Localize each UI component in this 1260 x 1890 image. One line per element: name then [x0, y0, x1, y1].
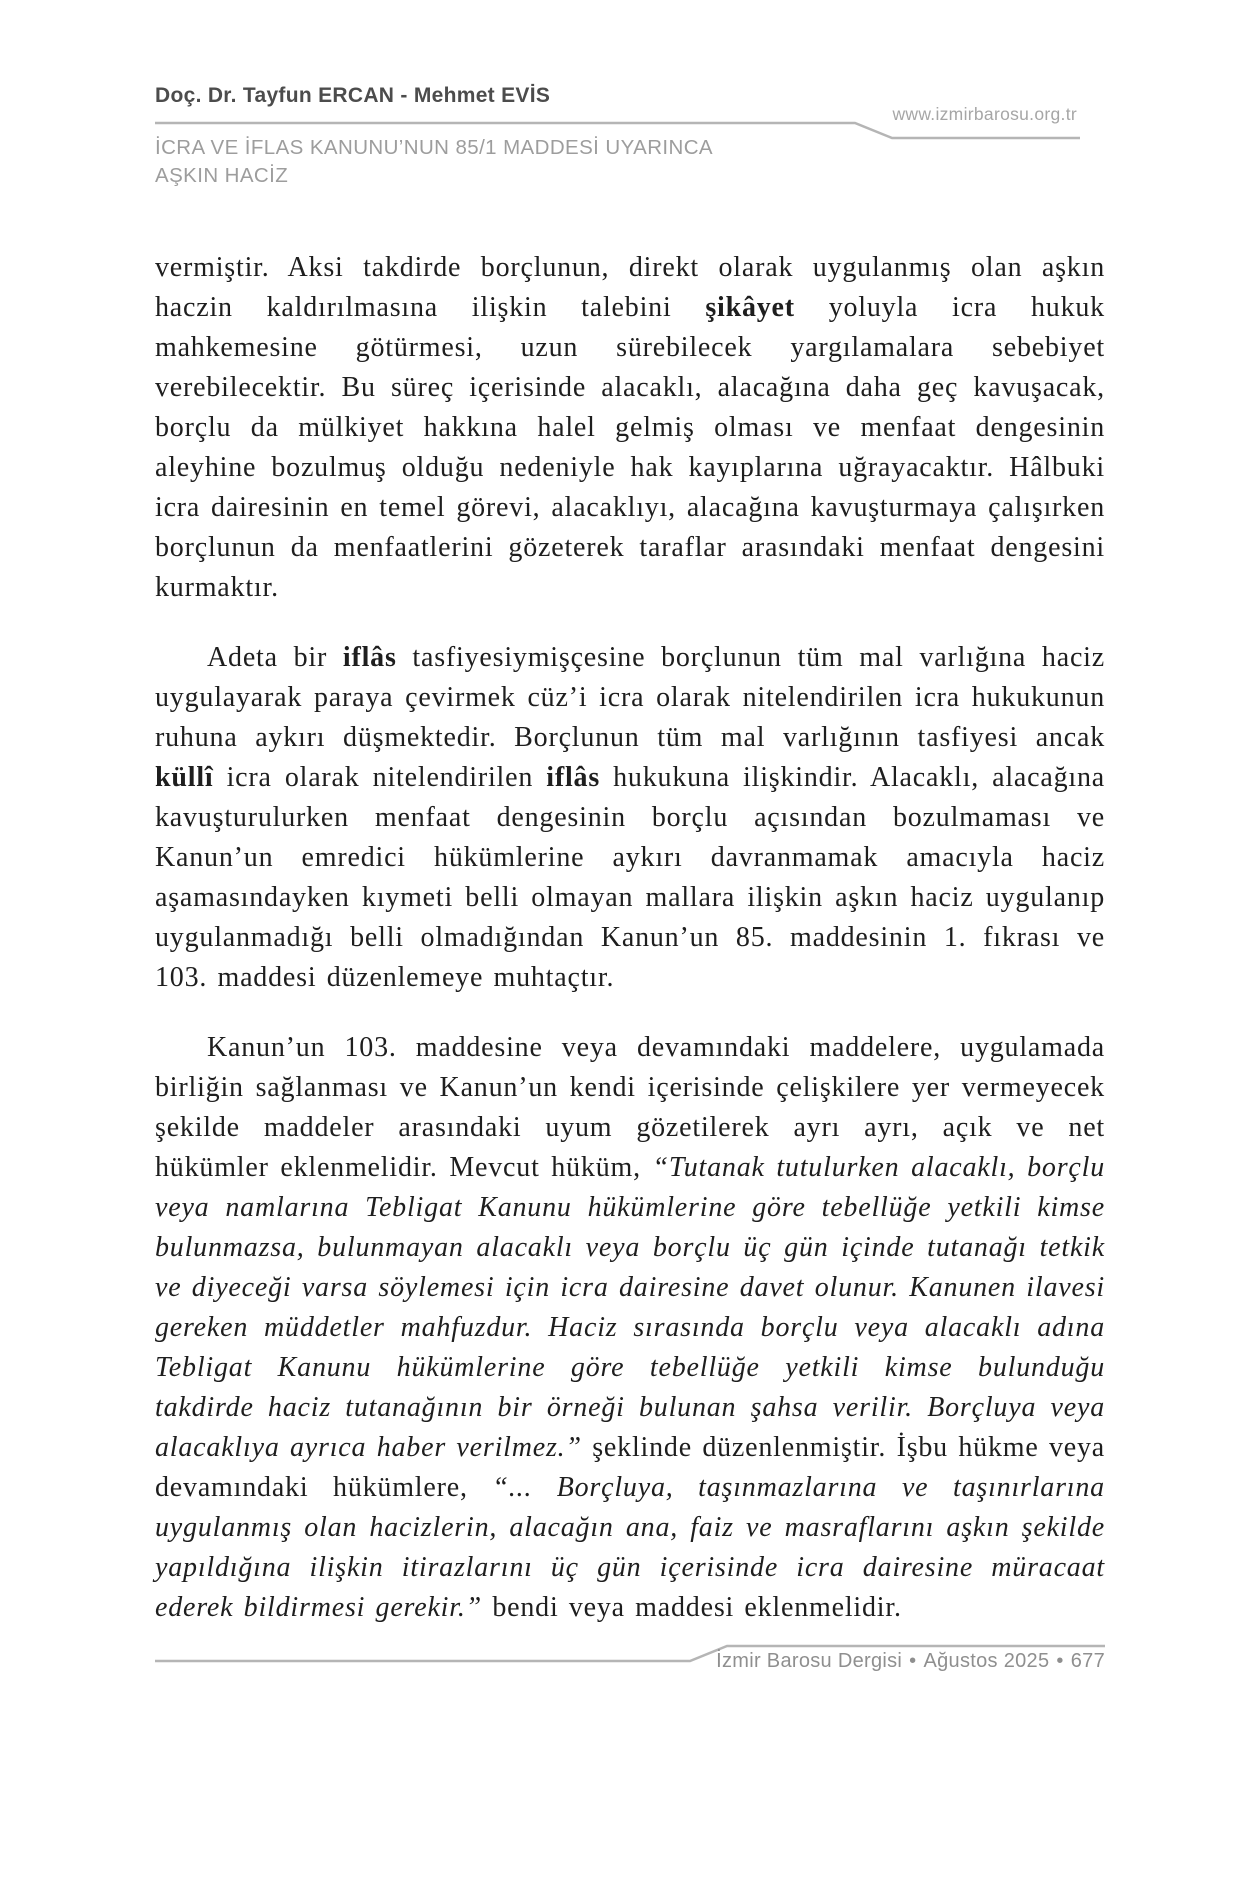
footer-line	[155, 1650, 1105, 1673]
article-body	[155, 248, 1105, 1658]
journal-name: İzmir Barosu Dergisi	[716, 1650, 903, 1672]
article-title-line1: İCRA VE İFLAS KANUNU’NUN 85/1 MADDESİ UYARINCA	[155, 136, 713, 159]
paragraph-3: Kanun’un 103. maddesine veya devamındaki maddelere, uygulamada birliğin sağlanması ve Kanun’un kendi içerisinde çelişkilere yer vermeyecek şekilde maddeler arasındaki uyum gözetilerek ayrı ayrı, açık ve net hükümler eklenmelidir. Mevcut hüküm, “Tutanak tutulurken alacaklı, borçlu veya namlarına Tebligat Kanunu hükümlerine göre tebellüğe yetkili kimse bulunmazsa, bulunmayan alacaklı veya borçlu üç gün içinde tutanağı tetkik ve diyeceği varsa söylemesi için icra dairesine davet olunur. Kanunen ilavesi gereken müddetler mahfuzdur. Haciz sırasında borçlu veya alacaklı adına Tebligat Kanunu hükümlerine göre tebellüğe yetkili kimse bulunduğu takdirde haciz tutanağının bir örneği bulunan şahsa verilir. Borçluya veya alacaklıya ayrıca haber verilmez.” şeklinde düzenlenmiştir. İşbu hükme veya devamındaki hükümlere, “... Borçluya, taşınmazlarına ve taşınırlarına uygulanmış olan hacizlerin, alacağın ana, faiz ve masraflarını aşkın şekilde yapıldığına ilişkin itirazlarını üç gün içerisinde icra dairesine müracaat ederek bildirmesi gerekir.” bendi veya maddesi eklenmelidir.	[155, 1032, 1106, 1623]
article-title	[155, 134, 915, 190]
authors-line: Doç. Dr. Tayfun ERCAN - Mehmet EVİS	[155, 84, 551, 107]
paragraph-2: Adeta bir iflâs tasfiyesiymişçesine borçlunun tüm mal varlığına haciz uygulayarak paraya çevirmek cüz’i icra olarak nitelendirilen icra hukukunun ruhuna aykırı düşmektedir. Borçlunun tüm mal varlığının tasfiyesi ancak küllî icra olarak nitelendirilen iflâs hukukuna ilişkindir. Alacaklı, alacağına kavuşturulurken menfaat dengesinin borçlu açısından bozulmaması ve Kanun’un emredici hükümlerine aykırı davranmamak amacıyla haciz aşamasındayken kıymeti belli olmayan mallara ilişkin aşkın haciz uygulanıp uygulanmadığı belli olmadığından Kanun’un 85. maddesinin 1. fıkrası ve 103. maddesi düzenlemeye muhtaçtır.	[155, 642, 1105, 993]
footer-separator: •	[1056, 1650, 1064, 1672]
website-url: www.izmirbarosu.org.tr	[892, 104, 1077, 124]
page-number: 677	[1070, 1650, 1105, 1672]
issue-date: Ağustos 2025	[923, 1650, 1050, 1672]
paragraph-1: vermiştir. Aksi takdirde borçlunun, direkt olarak uygulanmış olan aşkın haczin kaldırılmasına ilişkin talebini şikâyet yoluyla icra hukuk mahkemesine götürmesi, uzun sürebilecek yargılamalara sebebiyet verebilecektir. Bu süreç içerisinde alacaklı, alacağına daha geç kavuşacak, borçlu da mülkiyet hakkına halel gelmiş olması ve menfaat dengesinin aleyhine bozulmuş olduğu nedeniyle hak kayıplarına uğrayacaktır. Hâlbuki icra dairesinin en temel görevi, alacaklıyı, alacağına kavuşturmaya çalışırken borçlunun da menfaatlerini gözeterek taraflar arasındaki menfaat dengesini kurmaktır.	[155, 252, 1105, 603]
footer-separator: •	[909, 1650, 917, 1672]
article-title-line2: AŞKIN HACİZ	[155, 164, 289, 187]
